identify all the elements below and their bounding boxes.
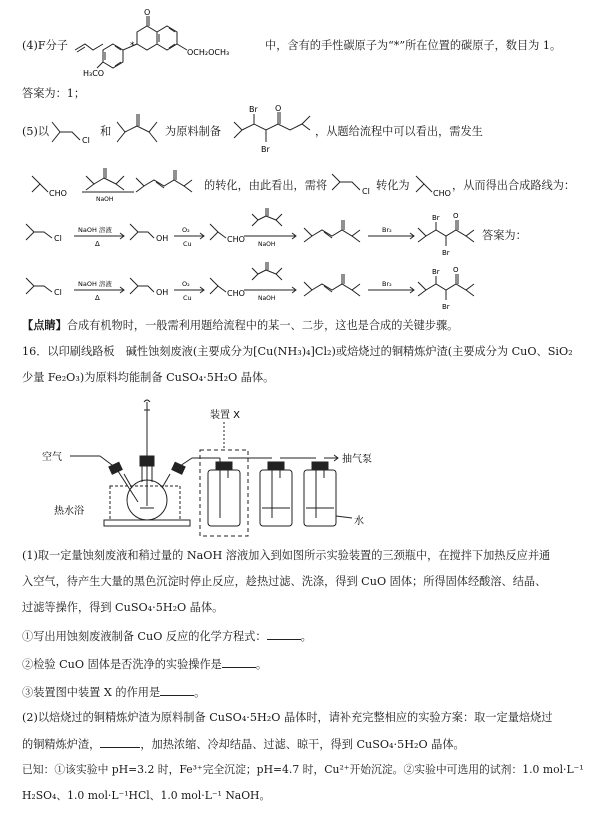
q5-p6: 转化为 — [376, 179, 410, 192]
q5-p2: 和 — [100, 125, 112, 138]
q16-sub2 — [22, 656, 590, 672]
route2-cho: CHO — [227, 289, 245, 298]
route1-cond-o2: O₂ — [182, 226, 190, 234]
answer-blank-4[interactable] — [100, 736, 140, 748]
mol-o-top: O — [144, 8, 151, 17]
q16-sub2-text: ②检验 CuO 固体是否洗净的实验操作是 — [22, 658, 222, 671]
route1-cond-delta: Δ — [95, 240, 100, 248]
q16-p2-line1: (2)以焙烧过的铜精炼炉渣为原料制备 CuSO₄·5H₂O 晶体时，请补充完整相应的实验方案：取一定量焙烧过 — [22, 711, 553, 724]
q4-answer: 答案为：1； — [22, 87, 86, 100]
q16-p1-line2: 入空气，待产生大量的黑色沉淀时停止反应，趁热过滤、洗涤，得到 CuO 固体；所得固体经酸溶、结晶、 — [22, 575, 547, 588]
route1-cond-naoh-aq: NaOH 溶液 — [78, 226, 112, 234]
route2-cond-o2: O₂ — [182, 280, 190, 288]
route1-br-bottom: Br — [442, 249, 450, 257]
mol-enone — [134, 166, 204, 201]
apparatus-figure — [40, 398, 400, 538]
answer-blank-1[interactable] — [267, 628, 301, 640]
route2-cond-naoh-aq: NaOH 溶液 — [78, 280, 112, 288]
q16-p1-line1: (1)取一定量蚀刻废液和稍过量的 NaOH 溶液加入到如图所示实验装置的三颈瓶中，在搅拌下加热反应并通 — [22, 549, 551, 562]
q16-sub1-end: 。 — [300, 630, 312, 643]
q16-known-2: H₂SO₄、1.0 mol·L⁻¹HCl、1.0 mol·L⁻¹ NaOH。 — [22, 789, 271, 802]
route2-cl: Cl — [54, 288, 62, 297]
route2-cond-delta: Δ — [95, 294, 100, 302]
mol-ketone-naoh — [78, 162, 138, 202]
route1-o: O — [453, 212, 459, 220]
mol-cho-2: CHO — [433, 189, 451, 198]
q5-p7: ，从而得出合成路线为： — [452, 179, 576, 192]
q16-sub3 — [22, 684, 590, 700]
q16-p2-line2 — [22, 736, 590, 752]
mol-o-target: O — [275, 104, 282, 113]
fig-pump: 抽气泵 — [342, 454, 372, 465]
route2-br-bottom: Br — [442, 303, 450, 311]
mol-br-top: Br — [249, 105, 258, 114]
q5-p1: (5)以 — [22, 125, 50, 138]
route2-br-top: Br — [432, 268, 440, 276]
mol-cho-1: CHO — [49, 189, 67, 198]
route2-cond-br2: Br₂ — [382, 280, 392, 288]
q5-answer-prefix: 答案为： — [482, 229, 527, 242]
answer-blank-3[interactable] — [160, 684, 194, 696]
q16-intro-2: 少量 Fe₂O₃)为原料均能制备 CuSO₄·5H₂O 晶体。 — [22, 371, 275, 384]
q16-sub3-end: 。 — [194, 686, 206, 699]
mol-br-bottom: Br — [261, 145, 270, 154]
synthesis-route-1 — [22, 206, 492, 256]
route1-cl: Cl — [54, 234, 62, 243]
mol-cl-1: Cl — [82, 136, 90, 145]
q4-text: 中，含有的手性碳原子为“*”所在位置的碳原子，数目为 1。 — [265, 39, 562, 52]
q16-sub2-end: 。 — [255, 658, 268, 671]
route2-cond-naoh: NaOH — [258, 295, 276, 302]
mol-diisopropyl-ketone — [115, 108, 165, 148]
route1-cond-cu: Cu — [183, 240, 192, 248]
synthesis-route-2 — [22, 260, 492, 310]
q16-sub3-text: ③装置图中装置 X 的作用是 — [22, 686, 161, 699]
route2-cond-cu: Cu — [183, 294, 192, 302]
q16-p2-line2-b: ，加热浓缩、冷却结晶、过滤、晾干，得到 CuSO₄·5H₂O 晶体。 — [140, 738, 465, 751]
comment-text: 合成有机物时，一般需利用题给流程中的某一、二步，这也是合成的关键步骤。 — [66, 319, 459, 332]
mol-cl-2: Cl — [362, 187, 370, 196]
route1-cond-br2: Br₂ — [382, 226, 392, 234]
comment-label: 【点睛】 — [22, 318, 67, 332]
q5-p5: 的转化，由此看出，需将 — [204, 179, 328, 192]
q16-intro-1: 16．以印刷线路板 碱性蚀刻废液(主要成分为[Cu(NH₃)₄]Cl₂)或焙烧过的铜精炼炉渣(主要成分为 CuO、SiO₂ — [22, 345, 573, 358]
fig-device-x: 装置 X — [210, 410, 241, 421]
mol-och2och3: OCH₂OCH₃ — [187, 48, 230, 57]
chiral-star: * — [130, 41, 135, 51]
fig-water: 水 — [354, 516, 364, 527]
comment-line — [22, 318, 590, 333]
q16-sub1 — [22, 628, 590, 644]
mol-h3co: H₃CO — [83, 69, 105, 78]
mol-isobutyraldehyde — [30, 170, 80, 200]
q5-p3: 为原料制备 — [165, 125, 221, 138]
route2-o: O — [453, 266, 459, 274]
q16-p2-line2-a: 的铜精炼炉渣， — [22, 738, 101, 751]
route1-oh: OH — [156, 234, 169, 243]
answer-blank-2[interactable] — [222, 656, 256, 668]
q16-known-1: 已知：①该实验中 pH=3.2 时，Fe³⁺完全沉淀；pH=4.7 时，Cu²⁺开始沉淀。②实验中可选用的试剂：1.0 mol·L⁻¹ — [22, 763, 584, 776]
route1-cond-naoh: NaOH — [258, 241, 276, 248]
fig-bath: 热水浴 — [54, 506, 84, 517]
q5-p4: ，从题给流程中可以看出，需发生 — [315, 125, 483, 138]
fig-air: 空气 — [42, 452, 62, 463]
q16-sub1-text: ①写出用蚀刻废液制备 CuO 反应的化学方程式： — [22, 630, 267, 643]
cond-naoh-line2: NaOH — [96, 196, 114, 203]
route1-cho: CHO — [227, 235, 245, 244]
q16-p1-line3: 过滤等操作，得到 CuSO₄·5H₂O 晶体。 — [22, 601, 224, 614]
route2-oh: OH — [156, 288, 169, 297]
route1-br-top: Br — [432, 214, 440, 222]
q4-prefix: (4)F分子 — [22, 39, 68, 52]
molecule-f — [75, 8, 265, 83]
